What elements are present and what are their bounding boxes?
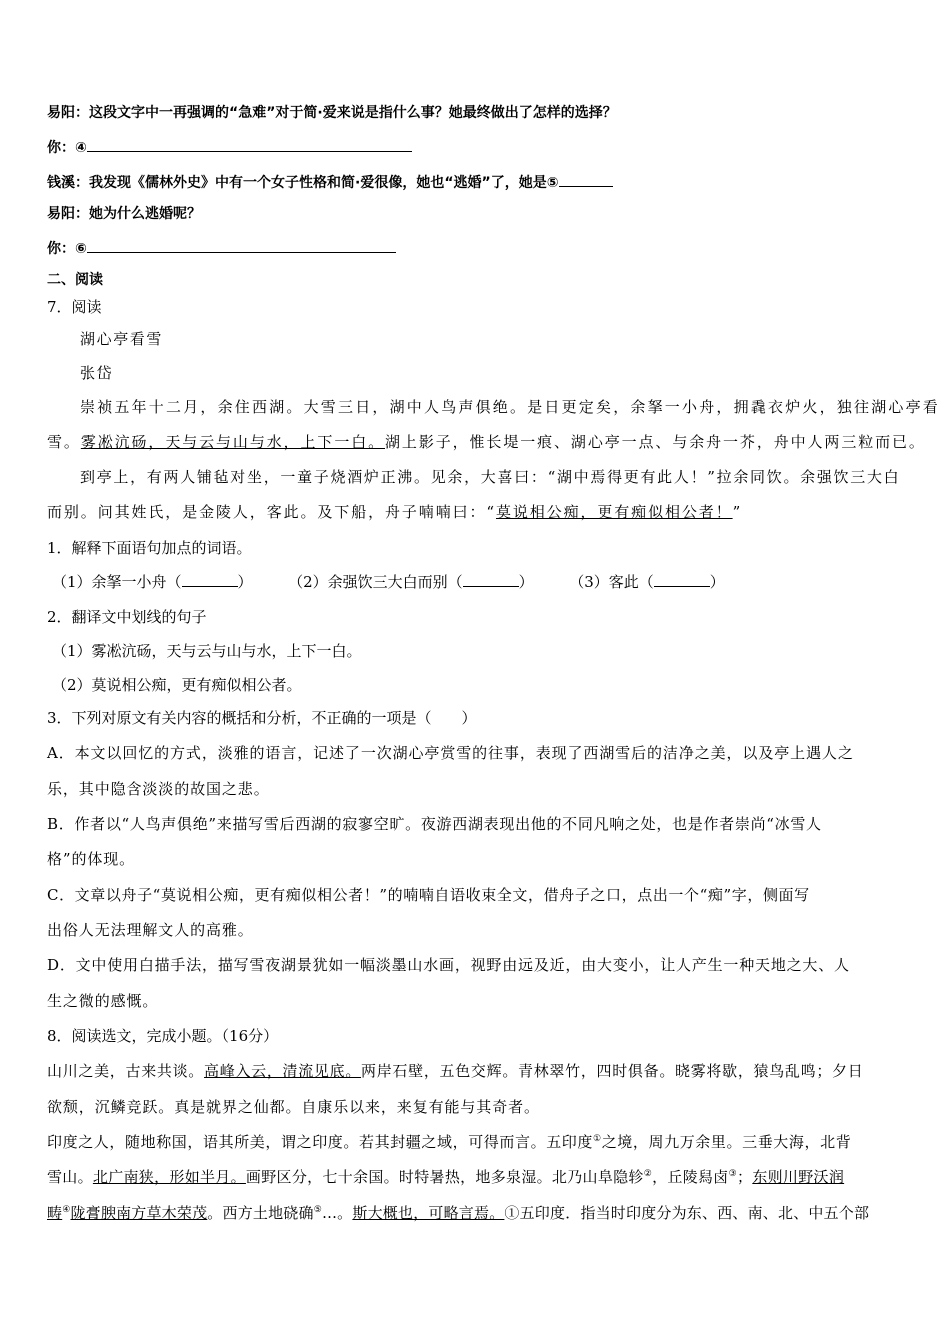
option-a: A．本文以回忆的方式，淡雅的语言，记述了一次湖心亭赏雪的往事，表现了西湖雪后的洁净之美，以及亭上遇人之 xyxy=(47,744,854,762)
answer-blank[interactable] xyxy=(559,171,613,187)
q7-sub3: 3．下列对原文有关内容的概括和分析，不正确的一项是（ ） xyxy=(47,709,477,727)
underlined-sentence: 陇膏腴南方草木荣茂 xyxy=(70,1204,208,1222)
underlined-sentence: 东则川野沃润 xyxy=(752,1168,845,1186)
option-d: D．文中使用白描手法，描写雪夜湖景犹如一幅淡墨山水画，视野由远及近，由大变小，让人产生一种天地之大、人 xyxy=(47,956,850,974)
q8-passage-line: 山川之美，古来共谈。高峰入云，清流见底。两岸石壁，五色交辉。青林翠竹，四时俱备。晓雾将歇，猿鸟乱鸣；夕日 xyxy=(47,1062,864,1080)
answer-blank[interactable] xyxy=(87,237,396,253)
q7-label: 7．阅读 xyxy=(47,298,102,316)
answer-blank[interactable] xyxy=(463,571,519,587)
underlined-sentence: 雾凇沆砀，天与云与山与水，上下一白。 xyxy=(80,433,386,451)
q7-sub1: 1．解释下面语句加点的词语。 xyxy=(47,539,252,557)
passage-line: 雪。雾凇沆砀，天与云与山与水，上下一白。湖上影子，惟长堤一痕、湖心亭一点、与余舟一芥，舟中人两三粒而已。 xyxy=(47,433,926,451)
passage-line: 到亭上，有两人铺毡对坐，一童子烧酒炉正沸。见余，大喜曰：“湖中焉得更有此人！”拉余同饮。余强饮三大白 xyxy=(80,468,901,486)
underlined-sentence: 高峰入云，清流见底。 xyxy=(204,1062,362,1080)
dialogue-line-1: 易阳：这段文字中一再强调的“急难”对于简·爱来说是指什么事？她最终做出了怎样的选择？ xyxy=(47,105,617,121)
option-b: B．作者以“人鸟声俱绝”来描写雪后西湖的寂寥空旷。夜游西湖表现出他的不同凡响之处，也是作者崇尚“冰雪人 xyxy=(47,815,822,833)
poem-title: 湖心亭看雪 xyxy=(80,330,164,348)
option-b-cont: 格”的体现。 xyxy=(47,850,136,868)
dialogue-line-5: 你：⑥ xyxy=(47,237,396,259)
option-d-cont: 生之微的感慨。 xyxy=(47,992,159,1010)
option-a-cont: 乐，其中隐含淡淡的故国之悲。 xyxy=(47,780,270,798)
option-c: C．文章以舟子“莫说相公痴，更有痴似相公者！”的喃喃自语收束全文，借舟子之口，点出一个“痴”字，侧面写 xyxy=(47,886,810,904)
q8-passage-line: 印度之人，随地称国，语其所美，谓之印度。若其封疆之域，可得而言。五印度①之境，周九万余里。三垂大海，北背 xyxy=(47,1133,852,1151)
q7-sub1-items: （1）余拏一小舟（ ） （2）余强饮三大白而别（ ） （3）客此（ ） xyxy=(52,573,725,591)
q8-passage-line: 雪山。北广南狭，形如半月。画野区分，七十余国。时特暑热，地多泉湿。北乃山阜隐轸②，丘陵舄卤③；东则川野沃润 xyxy=(47,1168,845,1186)
q7-sub2-item: （2）莫说相公痴，更有痴似相公者。 xyxy=(52,676,302,694)
answer-blank[interactable] xyxy=(654,571,710,587)
passage-line: 而别。问其姓氏，是金陵人，客此。及下船，舟子喃喃曰：“莫说相公痴，更有痴似相公者！” xyxy=(47,503,743,521)
underlined-sentence: 斯大概也，可略言焉。 xyxy=(352,1204,505,1222)
section-title: 二、阅读 xyxy=(47,272,103,288)
poem-author: 张岱 xyxy=(80,364,114,382)
dialogue-line-3: 钱溪：我发现《儒林外史》中有一个女子性格和简·爱很像，她也“逃婚”了，她是⑤ xyxy=(47,171,613,193)
underlined-sentence: 北广南狭，形如半月。 xyxy=(92,1168,246,1186)
q7-sub2-item: （1）雾凇沆砀，天与云与山与水，上下一白。 xyxy=(52,642,362,660)
dialogue-line-2: 你：④ xyxy=(47,136,412,158)
q8-passage-line: 欲颓，沉鳞竞跃。真是就界之仙都。自康乐以来，来复有能与其奇者。 xyxy=(47,1098,540,1116)
q8-label: 8．阅读选文，完成小题。（16分） xyxy=(47,1027,279,1045)
q7-sub2: 2．翻译文中划线的句子 xyxy=(47,608,207,626)
q8-passage-line: 畴④陇膏腴南方草木荣茂。西方土地硗确⑤…。斯大概也，可略言焉。①五印度．指当时印度分为东、西、南、北、中五个部 xyxy=(47,1204,870,1222)
answer-blank[interactable] xyxy=(182,571,238,587)
passage-line: 崇祯五年十二月，余住西湖。大雪三日，湖中人鸟声俱绝。是日更定矣，余拏一小舟，拥毳衣炉火，独往湖心亭看 xyxy=(80,398,941,416)
answer-blank[interactable] xyxy=(87,136,412,152)
underlined-sentence: 莫说相公痴，更有痴似相公者！ xyxy=(495,503,733,521)
dialogue-line-4: 易阳：她为什么逃婚呢？ xyxy=(47,206,201,222)
option-c-cont: 出俗人无法理解文人的高雅。 xyxy=(47,921,254,939)
